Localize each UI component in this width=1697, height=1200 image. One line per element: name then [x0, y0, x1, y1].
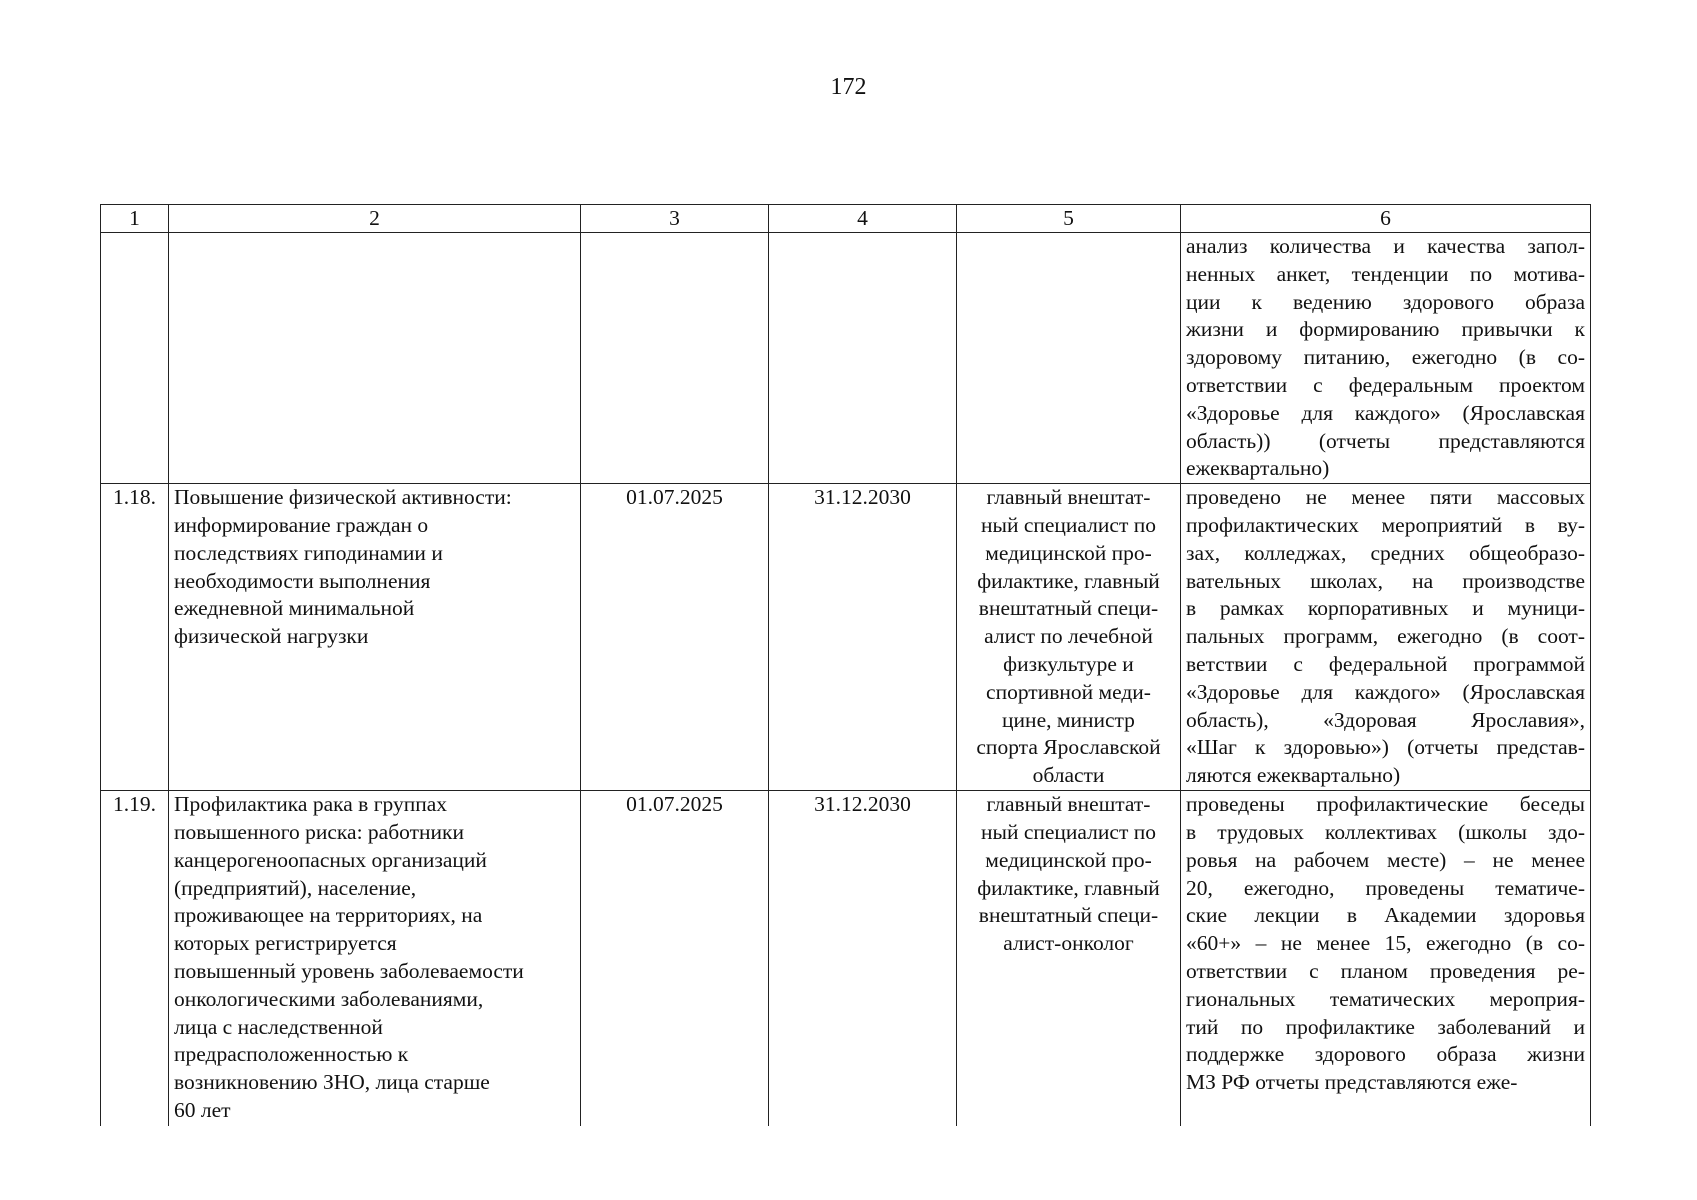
cell-text-line: области [1032, 763, 1105, 788]
cell-text-line: ции к ведению здорового образа [1186, 289, 1585, 314]
cell-number: 1.18. [101, 484, 169, 791]
cell-text-line: проживающее на территориях, на [174, 903, 483, 928]
cell-activity [169, 791, 581, 1127]
table-row-continuation [101, 233, 1591, 484]
header-col-3: 3 [581, 205, 769, 233]
cell-text-line: ветствии с федеральной программой [1186, 651, 1585, 676]
cell-text-line: филактике, главный [977, 875, 1160, 900]
cell-text-line: профилактических мероприятий в ву- [1186, 512, 1585, 537]
cell-text-line: внештатный специ- [978, 903, 1159, 928]
cell-end-date: 31.12.2030 [769, 484, 957, 791]
cell-number: 1.19. [101, 791, 169, 1127]
cell-text-line: область)) (отчеты представляются [1186, 428, 1585, 453]
cell-text-line: спортивной меди- [986, 679, 1151, 704]
header-col-5: 5 [957, 205, 1181, 233]
cell-text-line: гиональных тематических мероприя- [1186, 986, 1585, 1011]
cell-text-line: ские лекции в Академии здоровья [1186, 903, 1585, 928]
cell-text-line: необходимости выполнения [174, 568, 431, 593]
cell-start-date: 01.07.2025 [581, 484, 769, 791]
cell-text-line: которых регистрируется [174, 931, 397, 956]
cell-text-line: Повышение физической активности: [174, 485, 512, 510]
activities-table [100, 204, 1591, 1126]
header-col-4: 4 [769, 205, 957, 233]
cell-text-line: физкультуре и [1003, 651, 1134, 676]
cell-text-line: «60+» – не менее 15, ежегодно (в со- [1186, 931, 1585, 956]
cell-text-line: 60 лет [174, 1097, 231, 1122]
cell-text-line: предрасположенностью к [174, 1042, 409, 1067]
cell-text-line: главный внештат- [986, 792, 1151, 817]
cell-text-line: проведено не менее пяти массовых [1186, 485, 1585, 510]
cell-start-date: 01.07.2025 [581, 791, 769, 1127]
cell-text-line: поддержке здорового образа жизни [1186, 1042, 1585, 1067]
cell-text-line: область), «Здоровая Ярославия», [1186, 707, 1585, 732]
page-number: 172 [830, 74, 867, 100]
cell-text-line: Профилактика рака в группах [174, 792, 448, 817]
cell-result [1181, 484, 1591, 791]
cell-text-line: ный специалист по [981, 819, 1156, 844]
cell-text-line: ежедневной минимальной [174, 596, 415, 621]
cell-text-line: физической нагрузки [174, 624, 369, 649]
header-col-1: 1 [101, 205, 169, 233]
cell-text-line: жизни и формированию привычки к [1186, 317, 1585, 342]
cell-end-date: 31.12.2030 [769, 791, 957, 1127]
cell-text-line: пальных программ, ежегодно (в соот- [1186, 624, 1585, 649]
cell-text-line: в трудовых коллективах (школы здо- [1186, 819, 1585, 844]
cell-text-line: алист по лечебной [984, 624, 1153, 649]
cell-text-line: медицинской про- [985, 540, 1152, 565]
cell-text-line: ляются ежеквартально) [1186, 763, 1401, 788]
cell-text-line: филактике, главный [977, 568, 1160, 593]
cell-text-line: МЗ РФ отчеты представляются еже- [1186, 1070, 1518, 1095]
cell-text-line: 20, ежегодно, проведены тематиче- [1186, 875, 1585, 900]
cell-text-line: тий по профилактике заболеваний и [1186, 1014, 1585, 1039]
cell-text-line: информирование граждан о [174, 512, 429, 537]
cell-text-line: спорта Ярославской [976, 735, 1161, 760]
cell-text-line: повышенный уровень заболеваемости [174, 958, 524, 983]
cell-text-line: ответствии с планом проведения ре- [1186, 958, 1585, 983]
header-row [101, 205, 1591, 233]
cell-activity [169, 233, 581, 484]
cell-number [101, 233, 169, 484]
cell-text-line: главный внештат- [986, 485, 1151, 510]
cell-text-line: «Здоровье для каждого» (Ярославская [1186, 679, 1585, 704]
cell-text-line: здоровому питанию, ежегодно (в со- [1186, 345, 1585, 370]
header-col-6: 6 [1181, 205, 1591, 233]
cell-text-line: лица с наследственной [174, 1014, 383, 1039]
cell-text-line: в рамках корпоративных и муници- [1186, 596, 1585, 621]
cell-result [1181, 791, 1591, 1127]
cell-text-line: повышенного риска: работники [174, 819, 464, 844]
cell-text-line: цине, министр [1002, 707, 1135, 732]
cell-start-date [581, 233, 769, 484]
cell-responsible [957, 791, 1181, 1127]
cell-text-line: внештатный специ- [978, 596, 1159, 621]
cell-text-line: «Шаг к здоровью») (отчеты представ- [1186, 735, 1585, 760]
cell-text-line: онкологическими заболеваниями, [174, 986, 484, 1011]
cell-text-line: «Здоровье для каждого» (Ярославская [1186, 400, 1585, 425]
cell-text-line: медицинской про- [985, 847, 1152, 872]
cell-activity [169, 484, 581, 791]
cell-text-line: последствиях гиподинамии и [174, 540, 443, 565]
cell-text-line: ный специалист по [981, 512, 1156, 537]
cell-text-line: возникновению ЗНО, лица старше [174, 1070, 490, 1095]
cell-responsible [957, 233, 1181, 484]
cell-result [1181, 233, 1591, 484]
cell-text-line: ненных анкет, тенденции по мотива- [1186, 261, 1585, 286]
cell-text-line: ответствии с федеральным проектом [1186, 372, 1585, 397]
cell-text-line: алист-онколог [1003, 931, 1134, 956]
table-row-1-19 [101, 791, 1591, 1127]
cell-text-line: ежеквартально) [1186, 456, 1330, 481]
cell-text-line: анализ количества и качества запол- [1186, 234, 1585, 258]
table-row-1-18 [101, 484, 1591, 791]
cell-responsible [957, 484, 1181, 791]
header-col-2: 2 [169, 205, 581, 233]
cell-text-line: зах, колледжах, средних общеобразо- [1186, 540, 1585, 565]
cell-text-line: (предприятий), население, [174, 875, 417, 900]
cell-text-line: ровья на рабочем месте) – не менее [1186, 847, 1585, 872]
cell-text-line: проведены профилактические беседы [1186, 792, 1585, 817]
cell-text-line: канцерогеноопасных организаций [174, 847, 487, 872]
cell-text-line: вательных школах, на производстве [1186, 568, 1585, 593]
cell-end-date [769, 233, 957, 484]
